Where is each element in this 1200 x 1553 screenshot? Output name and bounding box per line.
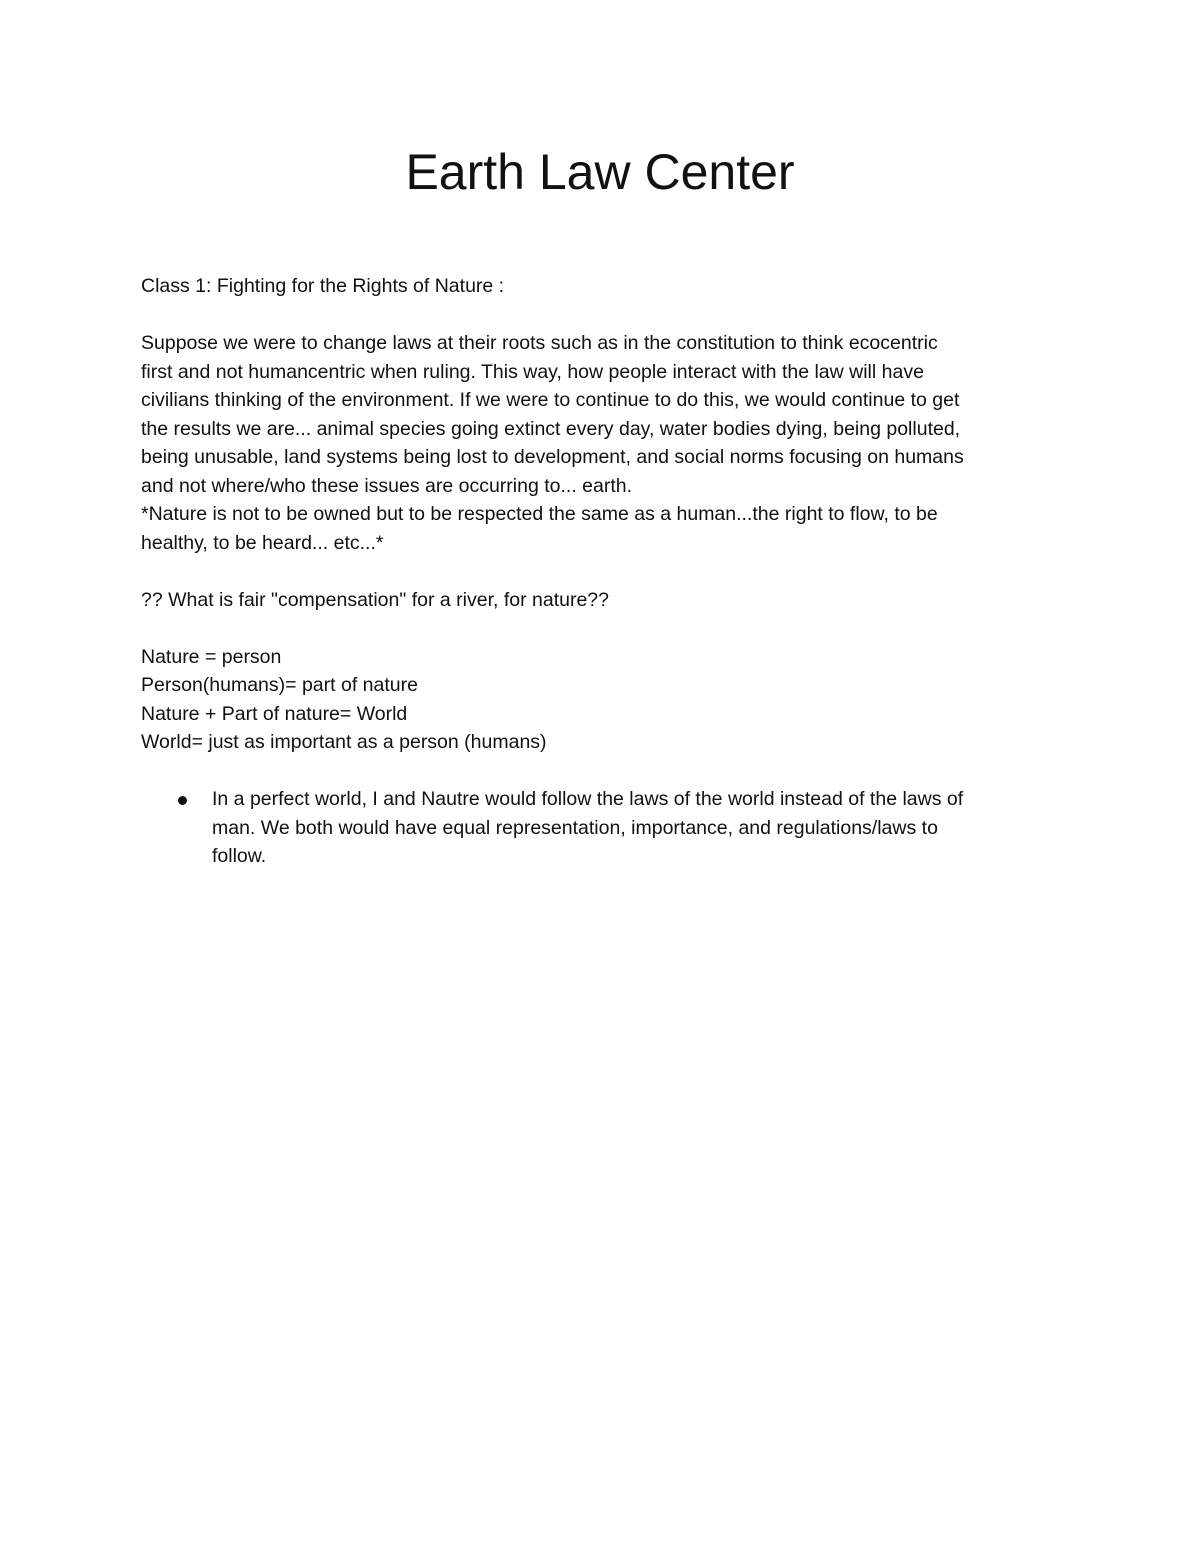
bullet-list <box>141 785 1071 871</box>
paragraph-line: Suppose we were to change laws at their roots such as in the constitution to think ecocentric <box>141 332 938 354</box>
paragraph-line: healthy, to be heard... etc...* <box>141 531 384 554</box>
question-line: ?? What is fair "compensation" for a river, for nature?? <box>141 588 609 611</box>
paragraph-line: first and not humancentric when ruling. This way, how people interact with the law will have <box>141 360 924 383</box>
paragraph-line: civilians thinking of the environment. If we were to continue to do this, we would continue to get <box>141 389 960 411</box>
document-body <box>141 272 1071 871</box>
main-paragraph <box>141 329 1071 557</box>
equation-line: Nature + Part of nature= World <box>141 702 408 725</box>
paragraph-line: the results we are... animal species going extinct every day, water bodies dying, being polluted, <box>141 417 961 440</box>
bullet-line: In a perfect world, I and Nautre would follow the laws of the world instead of the laws of <box>212 788 964 810</box>
bullet-dot-icon <box>178 796 187 805</box>
document-title: Earth Law Center <box>405 144 795 200</box>
spacer <box>141 614 1071 643</box>
paragraph-line: being unusable, land systems being lost to development, and social norms focusing on humans <box>141 446 964 468</box>
paragraph-line: and not where/who these issues are occurring to... earth. <box>141 474 633 497</box>
equation-line: Nature = person <box>141 645 282 668</box>
equation-line: World= just as important as a person (humans) <box>141 731 547 753</box>
paragraph-line: *Nature is not to be owned but to be respected the same as a human...the right to flow, to be <box>141 503 938 525</box>
spacer <box>141 301 1071 330</box>
spacer <box>141 757 1071 786</box>
equations-block <box>141 643 1071 757</box>
class-heading: Class 1: Fighting for the Rights of Nature : <box>141 275 505 297</box>
bullet-line: man. We both would have equal representation, importance, and regulations/laws to <box>212 816 938 839</box>
equation-line: Person(humans)= part of nature <box>141 674 418 696</box>
bullet-item <box>141 785 1071 871</box>
spacer <box>141 557 1071 586</box>
bullet-line: follow. <box>212 845 267 867</box>
